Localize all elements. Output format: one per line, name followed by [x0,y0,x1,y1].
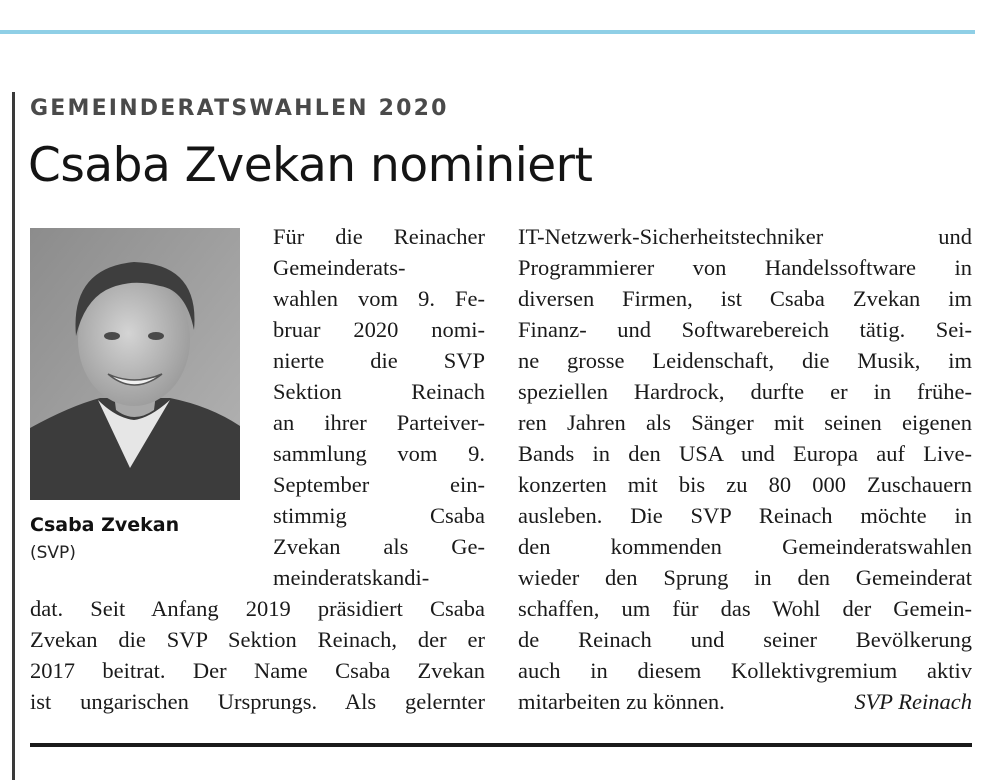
body-line: wieder den Sprung in den Gemeinderat [518,565,972,590]
body-line: meinderatskandi- [273,565,430,590]
body-line: diversen Firmen, ist Csaba Zvekan im [518,286,972,311]
top-accent-rule [0,30,975,34]
body-line: dat. Seit Anfang 2019 präsidiert Csaba [30,596,485,621]
photo-caption-name: Csaba Zvekan [30,514,180,536]
body-line: bruar 2020 nomi- [273,317,485,342]
author-signature: SVP Reinach [854,689,972,714]
body-line: den kommenden Gemeinderatswahlen [518,534,972,559]
body-column-c [518,221,972,717]
body-line: an ihrer Parteiver- [273,410,485,435]
body-line: ren Jahren als Sänger mit seinen eigenen [518,410,972,435]
article-kicker: GEMEINDERATSWAHLEN 2020 [30,96,449,121]
body-line: auch in diesem Kollektivgremium aktiv [518,658,972,683]
body-line: wahlen vom 9. Fe- [273,286,485,311]
body-line: speziellen Hardrock, durfte er in frühe- [518,379,972,404]
body-line-signature [518,686,972,717]
bottom-rule [30,743,972,747]
photo-caption-party: (SVP) [30,543,76,563]
body-line: ne grosse Leidenschaft, die Musik, im [518,348,972,373]
body-line: Gemeinderats- [273,255,406,280]
body-line: nierte die SVP [273,348,485,373]
body-line: Zvekan die SVP Sektion Reinach, der er [30,627,485,652]
left-margin-rule [12,92,15,780]
body-column-b [30,593,485,717]
body-line: konzerten mit bis zu 80 000 Zuschauern [518,472,972,497]
body-line: Finanz- und Softwarebereich tätig. Sei- [518,317,972,342]
body-column-a [273,221,485,593]
body-line: stimmig Csaba [273,503,485,528]
body-line: sammlung vom 9. [273,441,485,466]
body-line: Programmierer von Handelssoftware in [518,255,972,280]
body-line: ausleben. Die SVP Reinach möchte in [518,503,972,528]
body-line: schaffen, um für das Wohl der Gemein- [518,596,972,621]
portrait-photo [30,228,240,500]
body-line: 2017 beitrat. Der Name Csaba Zvekan [30,658,485,683]
body-line: Zvekan als Ge- [273,534,485,559]
body-line: Für die Reinacher [273,224,485,249]
body-line: IT-Netzwerk-Sicherheitstechniker und [518,224,972,249]
body-line: de Reinach und seiner Bevölkerung [518,627,972,652]
body-line: Bands in den USA und Europa auf Live- [518,441,972,466]
body-line: Sektion Reinach [273,379,485,404]
body-last-line: mitarbeiten zu können. [518,689,725,714]
article-headline: Csaba Zvekan nominiert [28,138,593,193]
body-line: September ein- [273,472,485,497]
body-line: ist ungarischen Ursprungs. Als gelernter [30,689,485,714]
